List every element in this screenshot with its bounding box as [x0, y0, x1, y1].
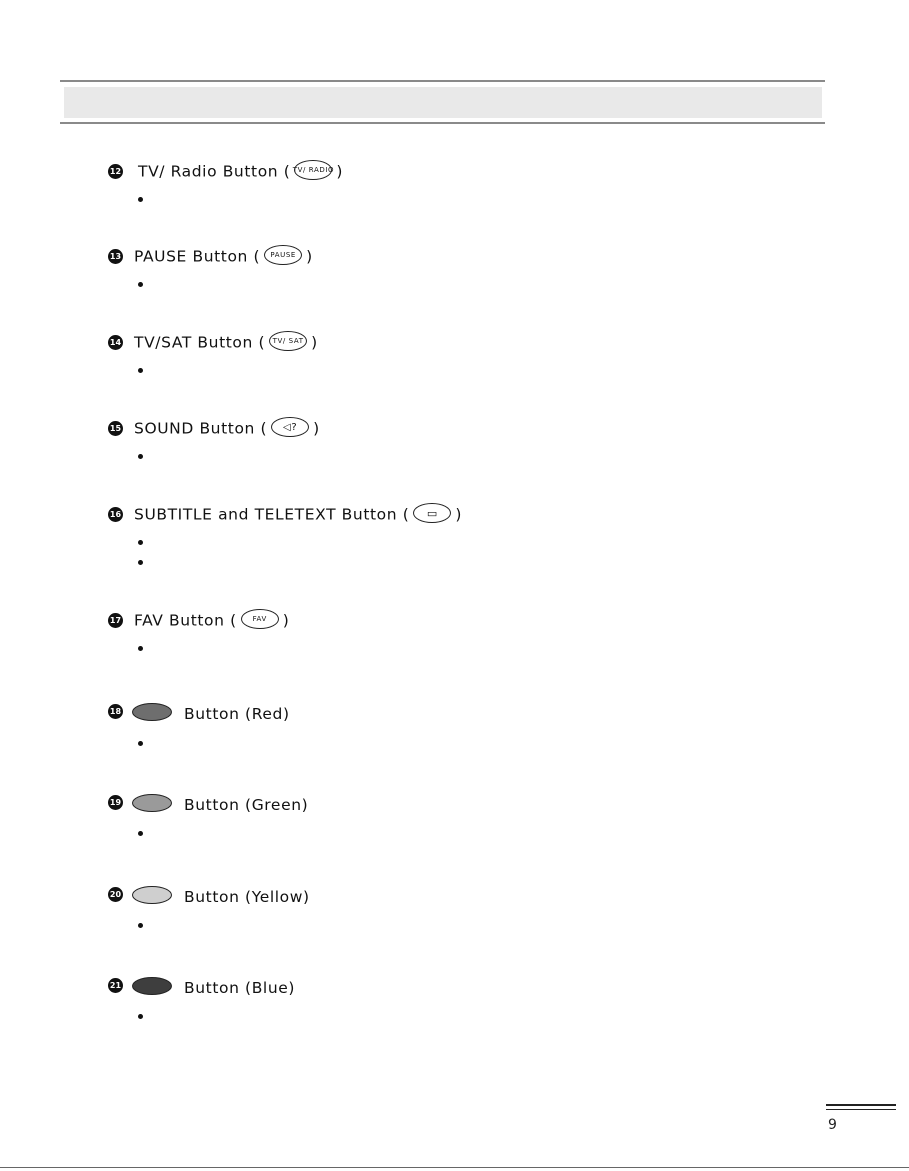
- item-number: 18: [108, 704, 123, 719]
- item-number: 20: [108, 887, 123, 902]
- header-band: [64, 87, 822, 118]
- bullet: [138, 282, 143, 287]
- item-title: [134, 247, 313, 267]
- item-title: [134, 333, 318, 353]
- green-button-icon: [132, 794, 172, 812]
- item-number: 16: [108, 507, 123, 522]
- bullet: [138, 454, 143, 459]
- item-label: Button (Green): [184, 796, 309, 814]
- item-label: TV/SAT Button (: [134, 333, 266, 352]
- tv-radio-icon: TV/ RADIO: [294, 160, 332, 180]
- item-label: FAV Button (: [134, 611, 237, 630]
- item-label: Button (Red): [184, 705, 290, 723]
- item-label: SUBTITLE and TELETEXT Button (: [134, 505, 410, 524]
- item-label: Button (Yellow): [184, 888, 310, 906]
- bullet: [138, 197, 143, 202]
- page-number: 9: [828, 1117, 837, 1133]
- bullet: [138, 368, 143, 373]
- item-close-paren: ): [313, 419, 320, 438]
- item-number: 13: [108, 249, 123, 264]
- item-close-paren: ): [336, 162, 344, 181]
- item-number: 17: [108, 613, 123, 628]
- item-title: [134, 419, 320, 439]
- item-number: 21: [108, 978, 123, 993]
- bullet: [138, 540, 143, 545]
- sound-icon: ◁?: [271, 417, 309, 437]
- item-label: SOUND Button (: [134, 419, 268, 438]
- header-rule-top: [60, 80, 825, 82]
- item-label: TV/ Radio Button (: [138, 162, 291, 181]
- bullet: [138, 741, 143, 746]
- bullet: [138, 646, 143, 651]
- page-bottom-border: [0, 1167, 909, 1168]
- item-number: 19: [108, 795, 123, 810]
- bullet: [138, 560, 143, 565]
- yellow-button-icon: [132, 886, 172, 904]
- blue-button-icon: [132, 977, 172, 995]
- pause-icon: PAUSE: [264, 245, 302, 265]
- bullet: [138, 923, 143, 928]
- item-number: 14: [108, 335, 123, 350]
- item-number: 15: [108, 421, 123, 436]
- red-button-icon: [132, 703, 172, 721]
- item-number: 12: [108, 164, 123, 179]
- item-close-paren: ): [455, 505, 463, 524]
- fav-icon: FAV: [241, 609, 279, 629]
- subtitle-icon: ▭: [413, 503, 451, 523]
- tv-sat-icon: TV/ SAT: [269, 331, 307, 351]
- item-close-paren: ): [306, 247, 313, 266]
- item-title: [134, 611, 289, 631]
- footer-rule-bottom: [826, 1109, 896, 1110]
- footer-rule-top: [826, 1104, 896, 1106]
- item-close-paren: ): [311, 333, 318, 352]
- item-label: Button (Blue): [184, 979, 296, 997]
- item-title: [138, 162, 343, 182]
- item-label: PAUSE Button (: [134, 247, 261, 266]
- bullet: [138, 1014, 143, 1019]
- item-close-paren: ): [282, 611, 290, 630]
- header-rule-bottom: [60, 122, 825, 124]
- item-title: [134, 505, 462, 525]
- bullet: [138, 831, 143, 836]
